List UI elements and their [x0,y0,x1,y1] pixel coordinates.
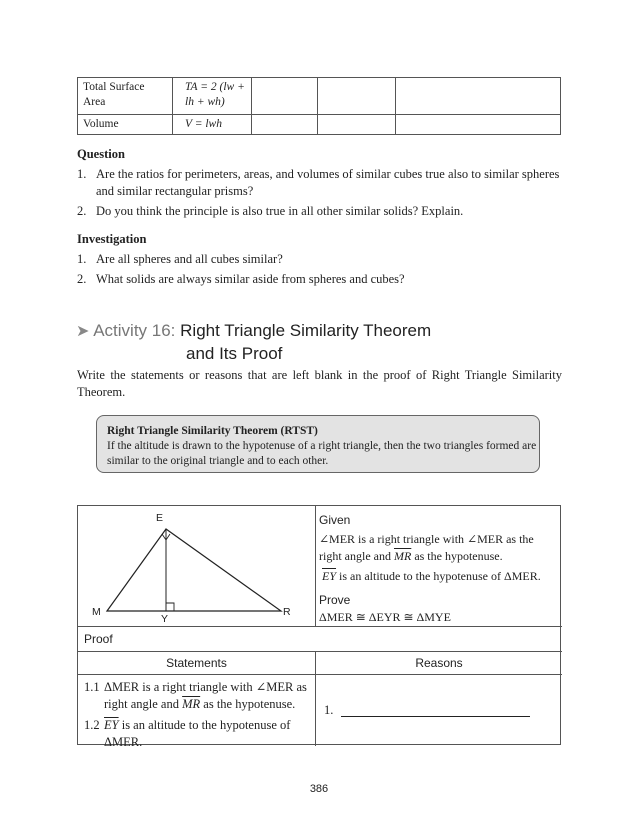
triangle-mer [107,529,281,611]
segment-ey: $\overline{EY}$ [322,569,337,583]
item-text: What solids are always similar aside from spheres and cubes? [96,272,405,286]
triangle-figure [78,506,314,626]
given-line: ∠MER is a right triangle with ∠MER as the [319,532,534,546]
divider [78,674,562,675]
list-item [77,251,562,268]
list-item [77,203,562,220]
divider [315,506,316,626]
given-text [319,531,559,585]
vertex-label-m: M [92,606,101,618]
given-line [319,568,559,585]
divider [78,651,562,652]
segment-ey: $\overline{EY}$ [104,718,119,732]
given-text-part: is an altitude to the hypotenuse of ΔMER. [339,569,541,583]
activity-label: Activity 16: [93,321,176,340]
vertex-label-r: R [283,606,291,618]
page-number: 386 [309,783,329,795]
segment-mr: $\overline{MR}$ [393,549,412,563]
statement-text: right angle and [104,697,179,711]
item-text: Do you think the principle is also true in all other similar solids? Explain. [96,204,464,218]
vertex-label-e: E [156,512,164,524]
given-heading: Given [319,513,351,527]
question-heading: Question [77,147,125,161]
table-cell [252,78,318,115]
statement-text: as the hypotenuse. [203,697,296,711]
item-text: Are the ratios for perimeters, areas, and volumes of similar cubes true also to similar spheres and similar rectangular prisms? [96,167,560,198]
arrow-icon: ➤ [76,323,90,340]
segment-mr: $\overline{MR}$ [182,697,201,711]
reason-blank-line[interactable] [341,716,530,717]
formula: V = lwh [185,118,222,130]
item-text: Are all spheres and all cubes similar? [96,252,283,266]
proof-table [77,505,561,749]
theorem-box [96,415,540,473]
reasons-header: Reasons [415,656,463,670]
table-cell [173,78,252,115]
statements-header: Statements [166,656,227,670]
statement-number: 1.1 [84,680,100,694]
reason-number: 1. [324,703,334,717]
table-cell [173,115,252,135]
item-number: 2. [77,272,87,286]
table-row [78,78,561,115]
surface-volume-table [77,77,561,135]
question-list [77,166,562,223]
given-line [319,548,559,565]
statement-text: ΔMER is a right triangle with ∠MER as [104,680,307,694]
theorem-title: Right Triangle Similarity Theorem (RTST) [107,425,318,437]
statement-cell [84,679,312,751]
theorem-text: If the altitude is drawn to the hypotenuse of a right triangle, then the two triangles formed are similar to the original triangle and to each other. [107,440,537,467]
statement-number: 1.2 [84,718,100,732]
item-number: 1. [77,252,87,266]
table-cell [396,78,561,115]
list-item [77,271,562,288]
table-cell [396,115,561,135]
table-row [78,115,561,135]
investigation-heading: Investigation [77,232,147,246]
table-cell: Total Surface Area [78,78,173,115]
statement-1-2 [84,717,312,751]
statement-text: ΔMER. [104,735,143,749]
statement-1-1 [84,679,312,713]
prove-heading: Prove [319,593,351,607]
item-number: 2. [77,204,87,218]
list-item [77,166,562,200]
divider [78,626,562,627]
prove-text: ΔMER ≅ ΔEYR ≅ ΔMYE [319,610,451,624]
statement-text: is an altitude to the hypotenuse of [121,718,291,732]
investigation-list [77,251,562,291]
formula: TA = 2 (lw + lh + wh) [185,81,245,108]
instruction-text: Write the statements or reasons that are left blank in the proof of Right Triangle Similarity Theorem. [77,368,562,399]
given-text-part: right angle and [319,549,391,563]
vertex-label-y: Y [161,613,169,625]
table-cell [252,115,318,135]
item-number: 1. [77,167,87,181]
activity-title-line2: and Its Proof [186,344,283,363]
table-cell: Volume [78,115,173,135]
activity-heading [76,320,431,365]
table-cell [318,78,396,115]
right-angle-marker [166,603,174,611]
proof-heading: Proof [84,632,113,646]
given-text-part: as the hypotenuse. [414,549,503,563]
activity-title-line1: Right Triangle Similarity Theorem [180,321,432,340]
table-cell [318,115,396,135]
